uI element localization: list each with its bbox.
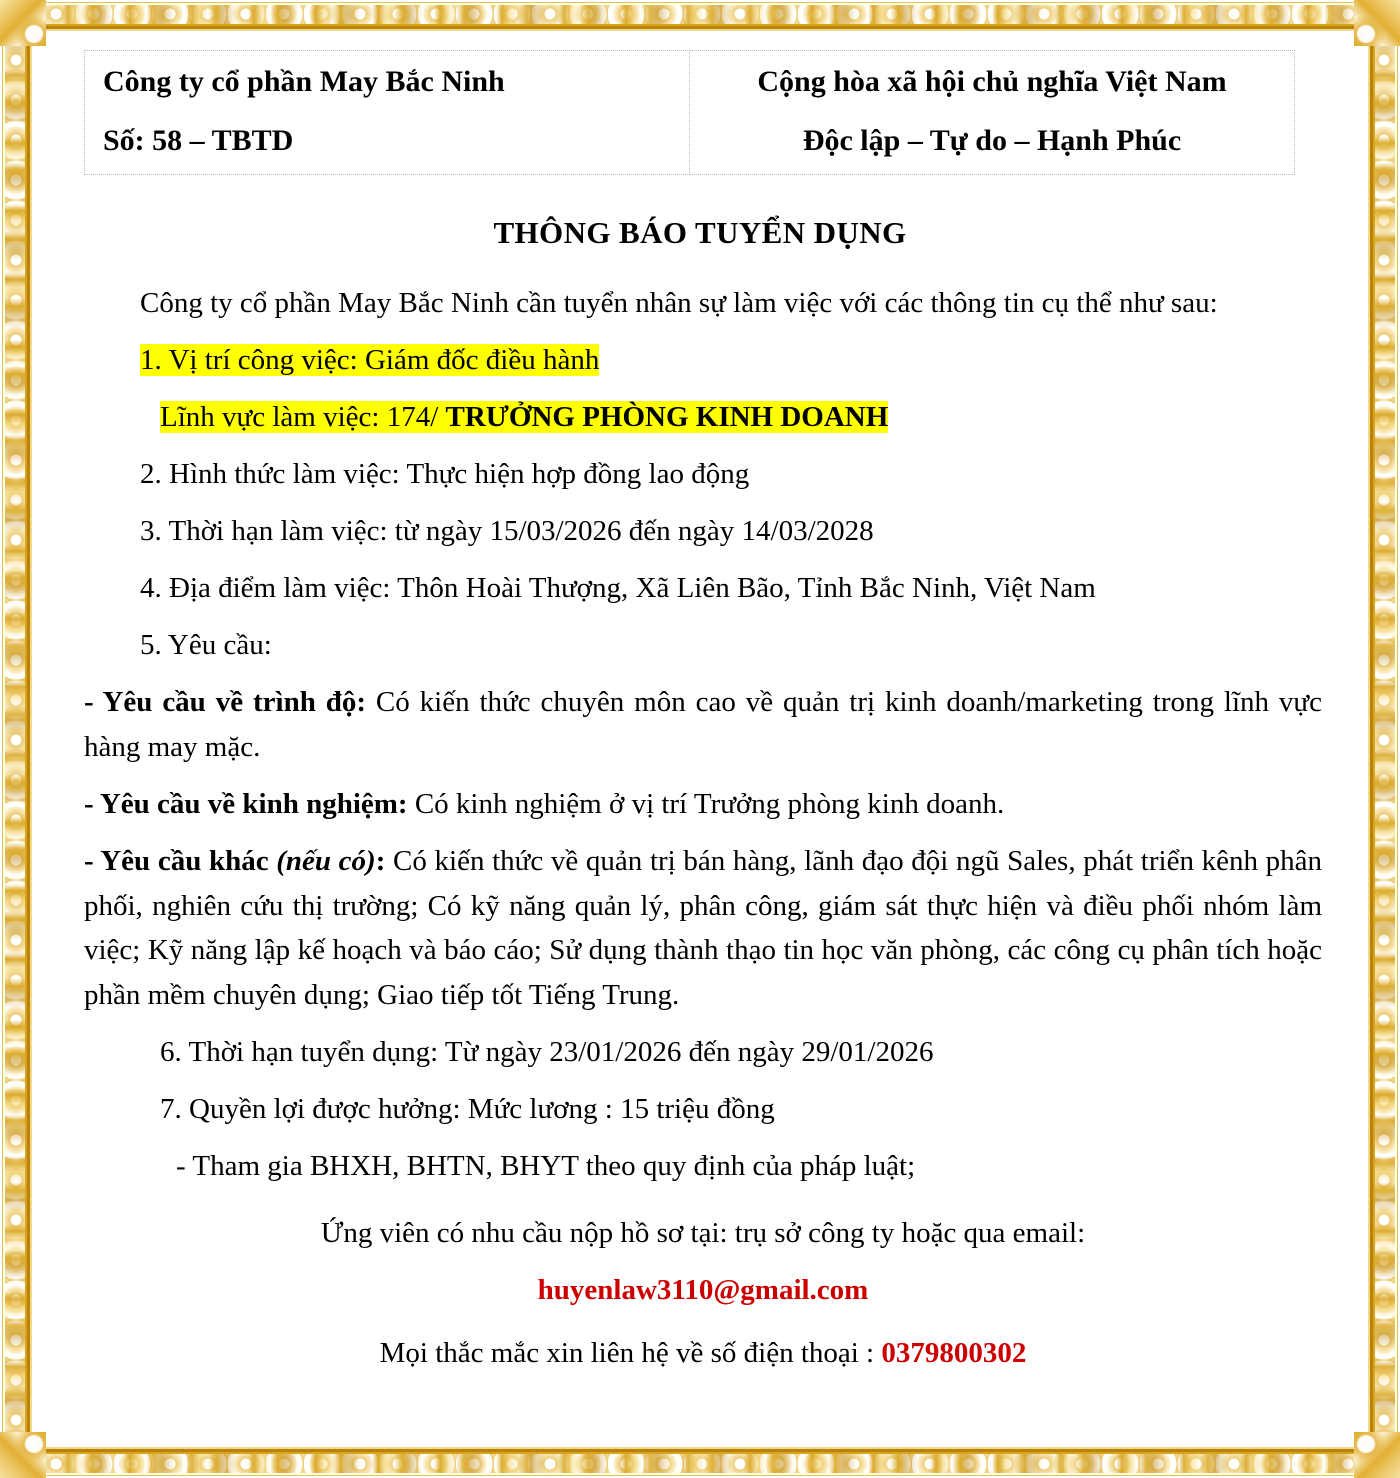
insurance-line: - Tham gia BHXH, BHTN, BHYT theo quy định của pháp luật; xyxy=(176,1150,916,1183)
work-term-line: 3. Thời hạn làm việc: từ ngày 15/03/2026 đến ngày 14/03/2028 xyxy=(140,514,874,547)
requirement-other-label-optional: (nếu có) xyxy=(276,844,376,877)
header-cell-organization xyxy=(85,51,690,175)
header-table xyxy=(84,50,1295,175)
requirement-education xyxy=(84,680,1322,770)
requirement-experience-label: - Yêu cầu về kinh nghiệm: xyxy=(84,787,408,820)
work-form-line: 2. Hình thức làm việc: Thực hiện hợp đồng lao động xyxy=(140,458,750,490)
apply-intro-line: Ứng viên có nhu cầu nộp hồ sơ tại: trụ sở công ty hoặc qua email: xyxy=(320,1217,1086,1250)
page-title: THÔNG BÁO TUYỂN DỤNG xyxy=(493,215,907,251)
decorative-border-bottom-icon xyxy=(0,1446,1400,1478)
requirements-heading: 5. Yêu cầu: xyxy=(140,628,272,661)
requirement-experience-text: Có kinh nghiệm ở vị trí Trưởng phòng kinh doanh. xyxy=(407,787,1005,820)
requirement-other-label: - Yêu cầu khác xyxy=(84,844,277,877)
document-body xyxy=(36,281,1364,1376)
document-number: Số: 58 – TBTD xyxy=(103,123,294,157)
document-content xyxy=(36,34,1364,1444)
email-line xyxy=(84,1268,1322,1313)
phone-line xyxy=(84,1331,1322,1376)
requirement-education-text: Có kiến thức chuyên môn cao về quản trị kinh doanh/marketing trong lĩnh vực hàng may mặc. xyxy=(84,685,1323,763)
contact-phone[interactable]: 0379800302 xyxy=(881,1337,1027,1369)
deadline-line: 6. Thời hạn tuyển dụng: Từ ngày 23/01/2026 đến ngày 29/01/2026 xyxy=(160,1036,934,1069)
requirement-other xyxy=(84,839,1322,1019)
position-highlight: 1. Vị trí công việc: Giám đốc điều hành xyxy=(140,344,600,377)
decorative-border-top-icon xyxy=(0,0,1400,32)
contact-email[interactable]: huyenlaw3110@gmail.com xyxy=(537,1274,869,1307)
requirement-other-text: Có kiến thức về quản trị bán hàng, lãnh đạo đội ngũ Sales, phát triển kênh phân phối, nghiên cứu thị trường; Có kỹ năng quản lý, phân công, giám sát thực hiện và điều phối nhóm làm việc; Kỹ năng lập kế hoạch và báo cáo; Sử dụng thành thạo tin học văn phòng, các công cụ phân tích hoặc phần mềm chuyên dụng; Giao tiếp tốt Tiếng Trung. xyxy=(84,844,1322,1012)
work-place-line: 4. Địa điểm làm việc: Thôn Hoài Thượng, Xã Liên Bão, Tỉnh Bắc Ninh, Việt Nam xyxy=(140,571,1096,604)
decorative-border-left-icon xyxy=(0,0,34,1478)
organization-name: Công ty cổ phần May Bắc Ninh xyxy=(103,65,505,98)
position-line xyxy=(84,338,1322,383)
intro-paragraph: Công ty cổ phần May Bắc Ninh cần tuyển nhân sự làm việc với các thông tin cụ thể như sau: xyxy=(140,287,1218,320)
requirement-other-colon: : xyxy=(375,844,386,877)
requirement-education-label: - Yêu cầu về trình độ: xyxy=(84,685,367,718)
field-label: Lĩnh vực làm việc: 174/ xyxy=(160,401,446,434)
header-cell-nation xyxy=(690,51,1295,175)
nation-title: Cộng hòa xã hội chủ nghĩa Việt Nam xyxy=(757,65,1227,98)
field-value: TRƯỞNG PHÒNG KINH DOANH xyxy=(445,401,889,434)
field-highlight xyxy=(160,401,888,433)
field-line xyxy=(84,395,1322,440)
phone-intro-text: Mọi thắc mắc xin liên hệ về số điện thoại : xyxy=(379,1337,882,1369)
decorative-border-right-icon xyxy=(1366,0,1400,1478)
table-row xyxy=(85,51,1295,175)
requirement-experience xyxy=(84,782,1322,827)
national-motto: Độc lập – Tự do – Hạnh Phúc xyxy=(802,123,1182,157)
salary-line: 7. Quyền lợi được hưởng: Mức lương : 15 triệu đồng xyxy=(160,1093,775,1126)
